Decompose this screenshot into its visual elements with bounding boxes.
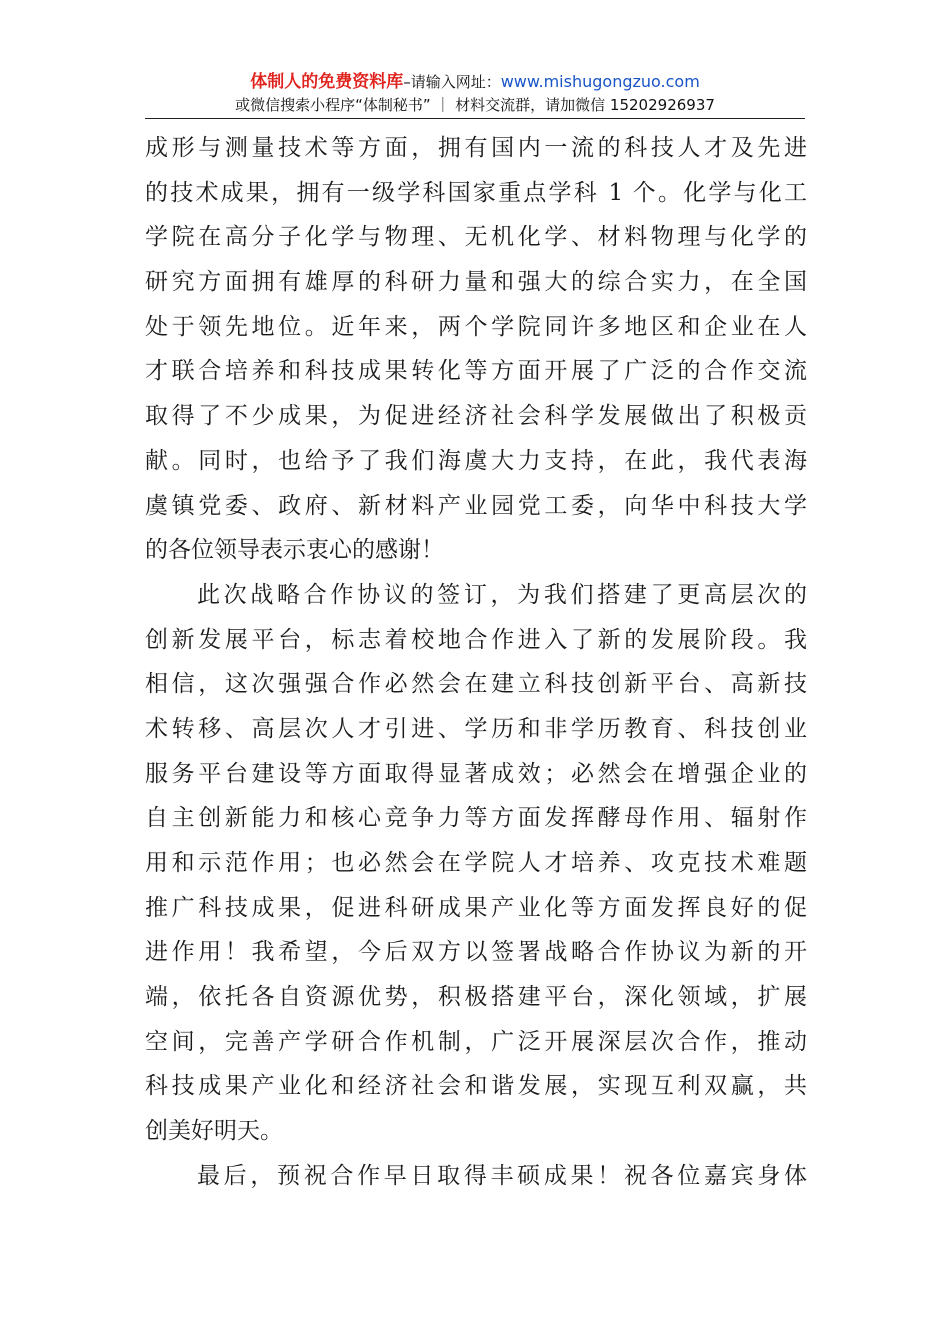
- text-line: 推广科技成果，促进科研成果产业化等方面发挥良好的促: [145, 894, 807, 921]
- header-contact-line: 或微信搜索小程序“体制秘书” ｜ 材料交流群，请加微信 15202926937: [235, 96, 715, 114]
- text-line: 空间，完善产学研合作机制，广泛开展深层次合作，推动: [145, 1028, 807, 1055]
- text-line: 术转移、高层次人才引进、学历和非学历教育、科技创业: [145, 715, 807, 742]
- document-body: [145, 126, 807, 1199]
- text-line: 处于领先地位。近年来，两个学院同许多地区和企业在人: [145, 313, 807, 340]
- text-line: 自主创新能力和核心竞争力等方面发挥酵母作用、辐射作: [145, 805, 807, 832]
- text-line: 创新发展平台，标志着校地合作进入了新的发展阶段。我: [145, 626, 807, 653]
- text-line: 创美好明天。: [145, 1118, 283, 1145]
- text-line: 进作用！我希望，今后双方以签署战略合作协议为新的开: [145, 939, 807, 966]
- page-header: [145, 70, 805, 116]
- text-line: 取得了不少成果，为促进经济社会科学发展做出了积极贡: [145, 403, 807, 430]
- text-line: 虞镇党委、政府、新材料产业园党工委，向华中科技大学: [145, 492, 807, 519]
- text-line: 的技术成果，拥有一级学科国家重点学科 1 个。化学与化工: [145, 179, 807, 206]
- paragraph-first-line: 最后，预祝合作早日取得丰硕成果！祝各位嘉宾身体: [197, 1162, 807, 1189]
- url-prompt: –请输入网址：: [403, 73, 501, 91]
- text-line: 端，依托各自资源优势，积极搭建平台，深化领域，扩展: [145, 984, 807, 1011]
- text-line: 献。同时，也给予了我们海虞大力支持，在此，我代表海: [145, 447, 807, 474]
- site-name: 体制人的免费资料库: [250, 72, 404, 92]
- text-line: 科技成果产业化和经济社会和谐发展，实现互利双赢，共: [145, 1073, 807, 1100]
- site-url-link[interactable]: www.mishugongzuo.com: [500, 72, 700, 91]
- text-line: 的各位领导表示衷心的感谢！: [145, 537, 444, 564]
- text-line: 服务平台建设等方面取得显著成效；必然会在增强企业的: [145, 760, 807, 787]
- paragraph-first-line: 此次战略合作协议的签订，为我们搭建了更高层次的: [197, 581, 807, 608]
- text-line: 用和示范作用；也必然会在学院人才培养、攻克技术难题: [145, 850, 807, 876]
- text-line: 成形与测量技术等方面，拥有国内一流的科技人才及先进: [145, 135, 807, 161]
- text-line: 学院在高分子化学与物理、无机化学、材料物理与化学的: [145, 224, 807, 251]
- text-line: 才联合培养和科技成果转化等方面开展了广泛的合作交流: [145, 358, 807, 385]
- header-banner: [145, 70, 805, 94]
- text-line: 相信，这次强强合作必然会在建立科技创新平台、高新技: [145, 671, 807, 698]
- header-divider: [145, 118, 805, 119]
- text-line: 研究方面拥有雄厚的科研力量和强大的综合实力，在全国: [145, 269, 807, 296]
